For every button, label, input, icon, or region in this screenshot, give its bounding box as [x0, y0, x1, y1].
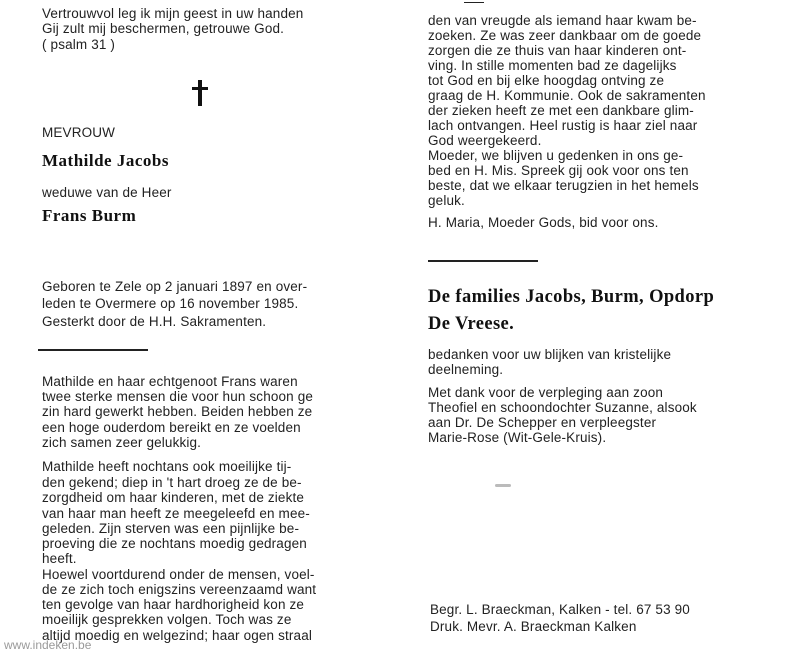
care-line: Theofiel en schoondochter Suzanne, alsook [428, 400, 697, 415]
husband-name: Frans Burm [42, 206, 137, 225]
text-line: ten gevolge van haar hardhorigheid kon ze [42, 597, 305, 612]
thanks-line: deelneming. [428, 362, 504, 377]
text-line: der zieken heeft ze met een dankbare glim- [428, 103, 694, 118]
divider-rule [38, 349, 148, 351]
psalm-reference: ( psalm 31 ) [42, 37, 116, 52]
widow-of-label: weduwe van de Heer [42, 185, 172, 200]
text-line: bed en H. Mis. Spreek gij ook voor ons ten [428, 163, 689, 178]
text-line: proeving die ze nochtans moedig gedragen [42, 536, 307, 551]
site-watermark: www.indeken.be [4, 638, 92, 652]
care-line: Met dank voor de verpleging aan zoon [428, 385, 664, 400]
cross-icon [189, 80, 213, 106]
text-line: beste, dat we elkaar terugzien in het hemels [428, 178, 699, 193]
text-line: tot God en bij elke hoogdag ontving ze [428, 73, 665, 88]
text-line: zin hard gewerkt hebben. Beiden hebben ze [42, 404, 313, 419]
text-line: graag de H. Kommunie. Ook de sakramenten [428, 88, 706, 103]
text-line: zorgdheid om haar kinderen, met de ziekte [42, 490, 305, 505]
printer-line: Druk. Mevr. A. Braeckman Kalken [430, 619, 637, 634]
text-line: altijd moedig en welgezind; haar ogen straal [42, 628, 313, 643]
psalm-line: Gij zult mij beschermen, getrouwe God. [42, 21, 285, 36]
text-line: heeft. [42, 551, 77, 566]
text-line: zorgen die ze thuis van haar kinderen ont- [428, 43, 687, 58]
right-card-panel [400, 0, 800, 657]
text-line: zich samen zeer gelukkig. [42, 435, 202, 450]
text-line: geleden. Zijn sterven was een pijnlijke be- [42, 521, 300, 536]
cropped-text-fragment [464, 2, 484, 3]
text-line: God weergekeerd. [428, 133, 542, 148]
honorific-title: MEVROUW [42, 125, 116, 140]
psalm-line: Vertrouwvol leg ik mijn geest in uw handen [42, 6, 304, 21]
deceased-name: Mathilde Jacobs [42, 151, 169, 170]
text-line: de ze zich toch enigszins vereenzaamd want [42, 582, 317, 597]
prayer-line: H. Maria, Moeder Gods, bid voor ons. [428, 215, 659, 230]
text-line: van haar man heeft ze meegeleefd en mee- [42, 506, 310, 521]
text-line: lach ontvangen. Heel rustig is haar ziel naar [428, 118, 698, 133]
print-speck [495, 484, 511, 487]
text-line: Moeder, we blijven u gedenken in ons ge- [428, 148, 684, 163]
text-line: moeilijk gesprekken volgen. Toch was ze [42, 612, 292, 627]
text-line: zoeken. Ze was zeer dankbaar om de goede [428, 28, 702, 43]
birth-death-line: leden te Overmere op 16 november 1985. [42, 296, 299, 311]
text-line: Hoewel voortdurend onder de mensen, voel- [42, 567, 315, 582]
text-line: geluk. [428, 193, 465, 208]
undertaker-line: Begr. L. Braeckman, Kalken - tel. 67 53 90 [430, 602, 690, 617]
sacraments-line: Gesterkt door de H.H. Sakramenten. [42, 314, 267, 329]
text-line: den gekend; diep in 't hart droeg ze de be- [42, 475, 302, 490]
text-line: ving. In stille momenten bad ze dagelijks [428, 58, 677, 73]
thanks-line: bedanken voor uw blijken van kristelijke [428, 347, 672, 362]
text-line: den van vreugde als iemand haar kwam be- [428, 13, 697, 28]
text-line: een hoge ouderdom bereikt en ze voelden [42, 420, 301, 435]
families-heading: De Vreese. [428, 314, 515, 334]
families-heading: De families Jacobs, Burm, Opdorp [428, 287, 715, 307]
birth-death-line: Geboren te Zele op 2 januari 1897 en over- [42, 279, 308, 294]
text-line: twee sterke mensen die voor hun schoon ge [42, 389, 314, 404]
text-line: Mathilde en haar echtgenoot Frans waren [42, 374, 298, 389]
care-line: aan Dr. De Schepper en verpleegster [428, 415, 657, 430]
care-line: Marie-Rose (Wit-Gele-Kruis). [428, 430, 607, 445]
text-line: Mathilde heeft nochtans ook moeilijke tij- [42, 459, 292, 474]
divider-rule [428, 260, 538, 262]
